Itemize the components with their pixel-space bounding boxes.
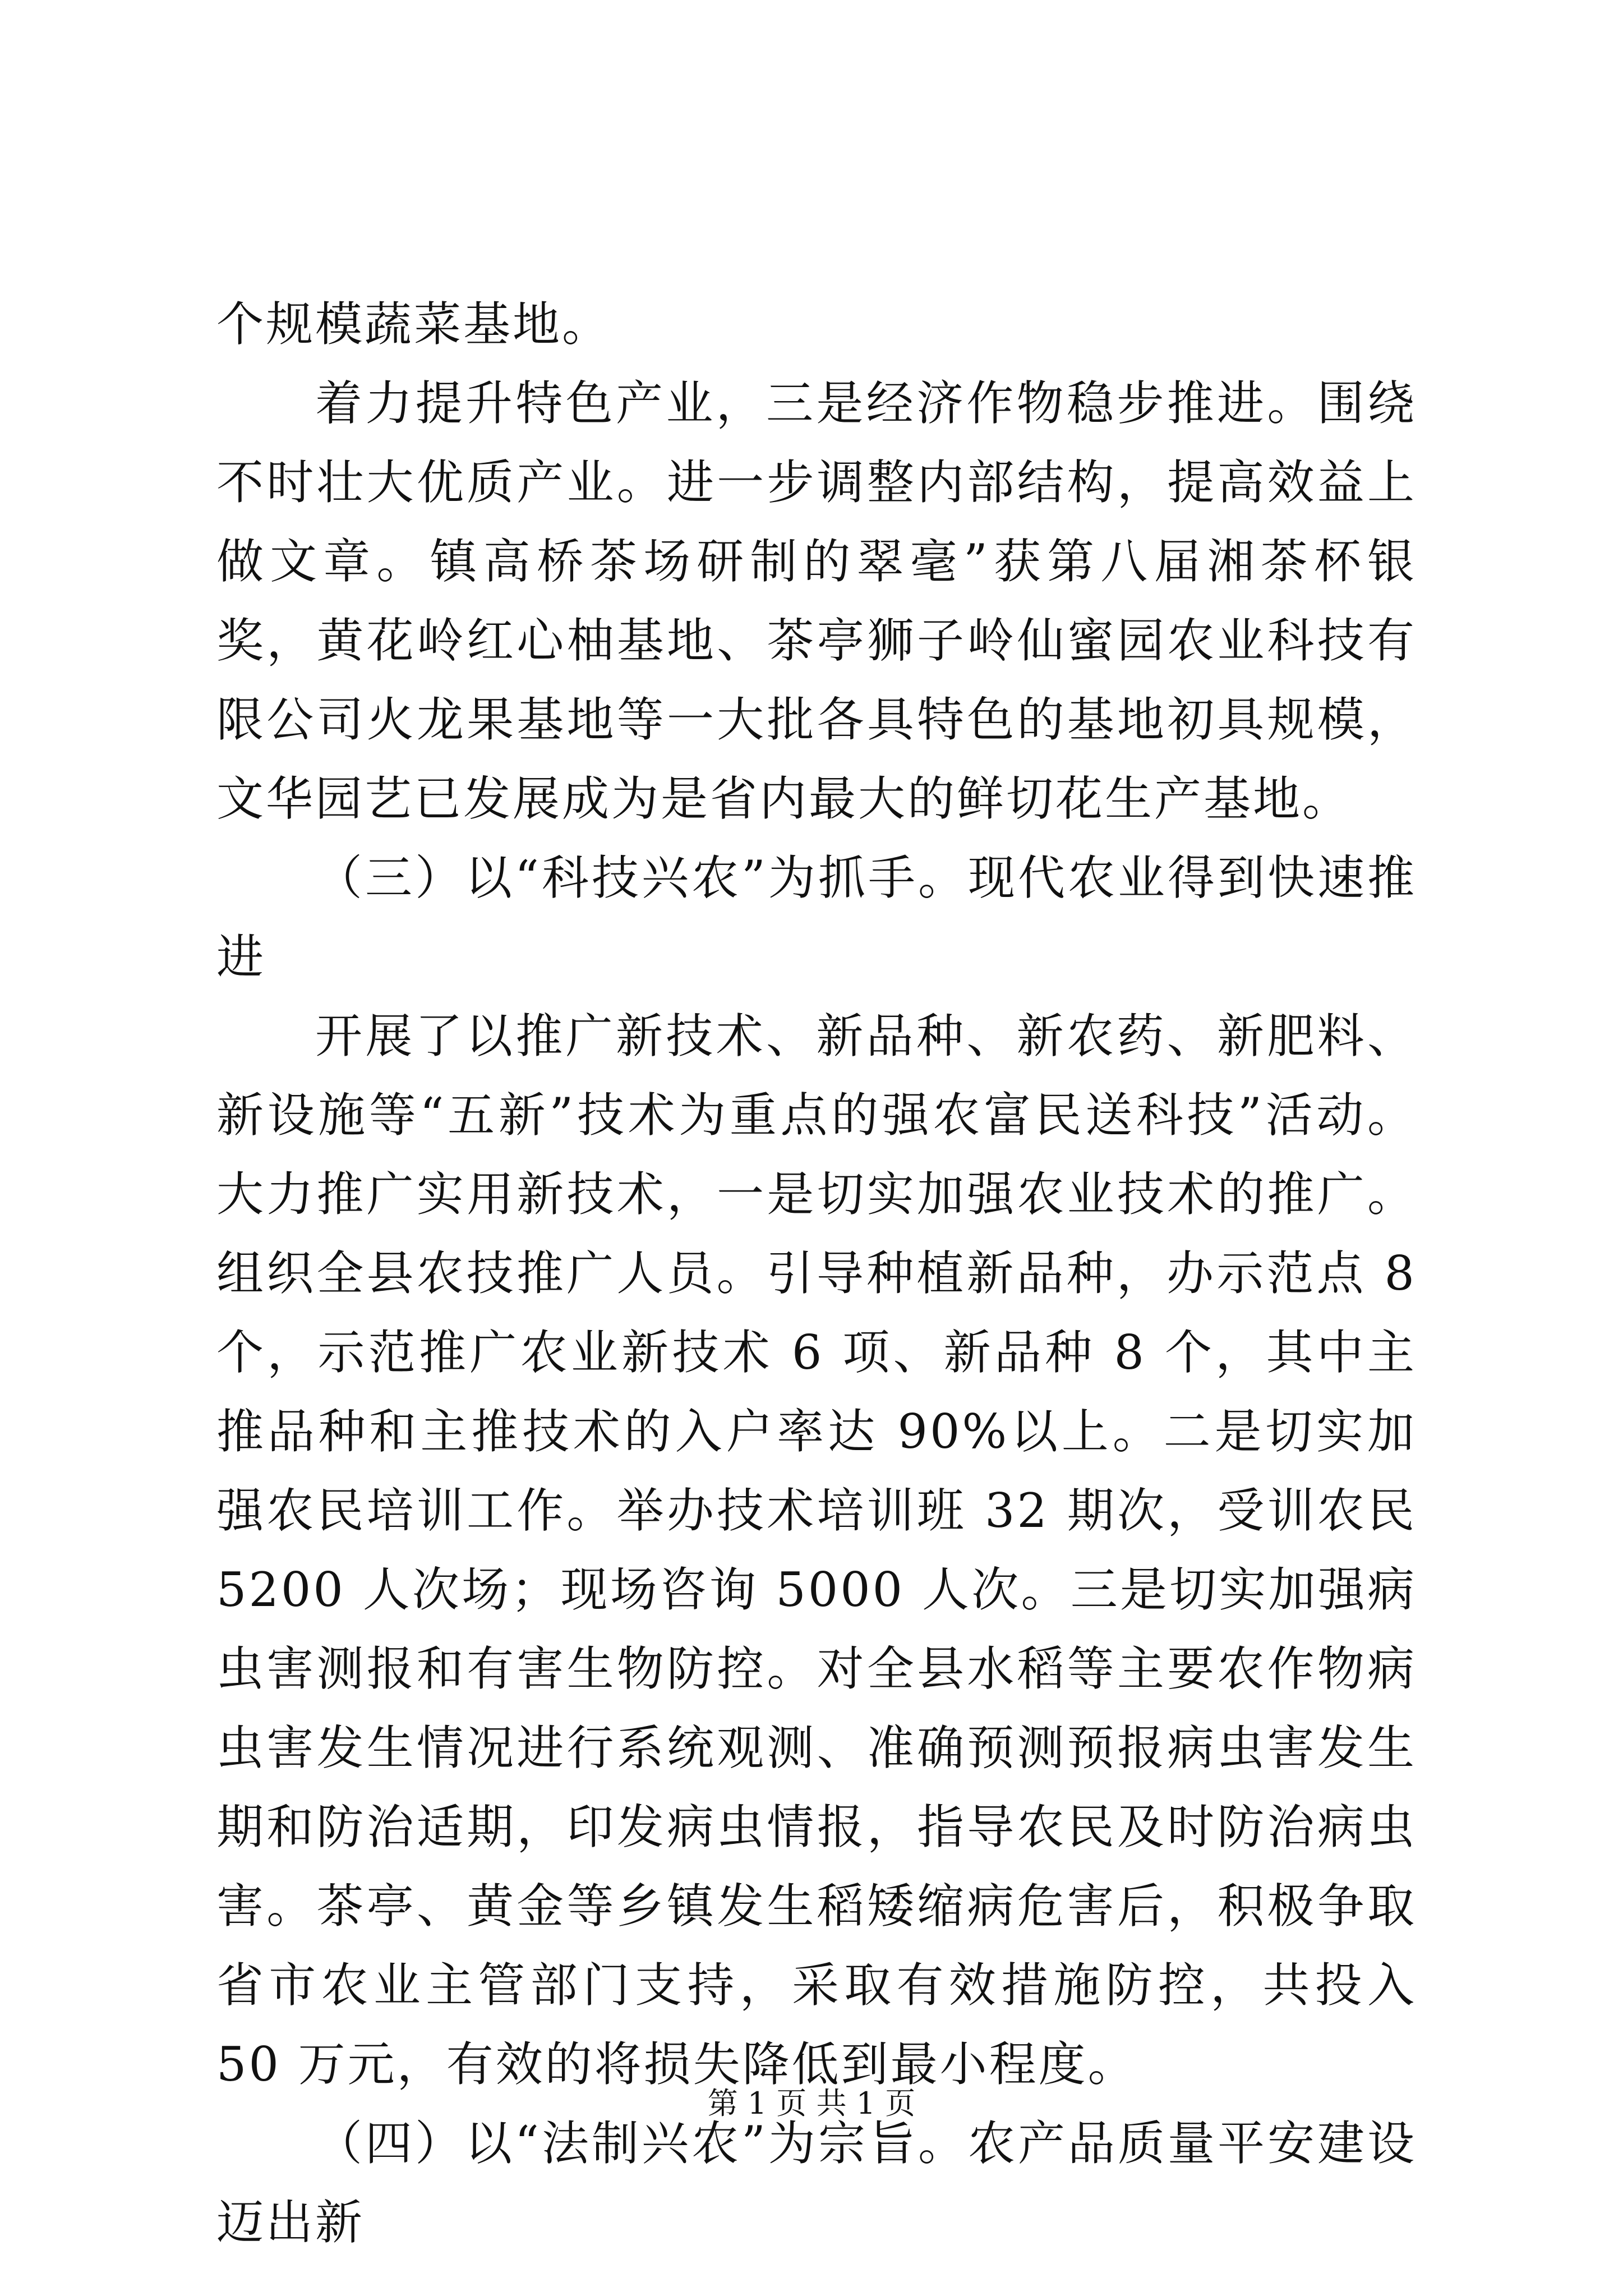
paragraph-continuation: 个规模蔬菜基地。 (216, 297, 612, 352)
document-body (216, 285, 1417, 2262)
paragraph-technology-promotion: 开展了以推广新技术、新品种、新农药、新肥料、新设施等“五新”技术为重点的强农富民送科技”活动。大力推广实用新技术，一是切实加强农业技术的推广。组织全县农技推广人员。引导种植新品种，办示范点 8 个，示范推广农业新技术 6 项、新品种 8 个，其中主推品种和主推技术的入户率达 90%以上。二是切实加强农民培训工作。举办技术培训班 32 期次，受训农民 5200 人次场；现场咨询 5000 人次。三是切实加强病虫害测报和有害生物防控。对全县水稻等主要农作物病虫害发生情况进行系统观测、准确预测预报病虫害发生期和防治适期，印发病虫情报，指导农民及时防治病虫害。茶亭、黄金等乡镇发生稻矮缩病危害后，积极争取省市农业主管部门支持，采取有效措施防控，共投入 50 万元，有效的将损失降低到最小程度。 (216, 1009, 1417, 2092)
page-footer: 第 1 页 共 1 页 (707, 2086, 916, 2121)
paragraph-specialty-industry: 着力提升特色产业，三是经济作物稳步推进。围绕不时壮大优质产业。进一步调整内部结构，提高效益上做文章。镇高桥茶场研制的翠毫”获第八届湘茶杯银奖，黄花岭红心柚基地、茶亭狮子岭仙蜜园农业科技有限公司火龙果基地等一大批各具特色的基地初具规模，文华园艺已发展成为是省内最大的鲜切花生产基地。 (216, 376, 1417, 826)
section-heading-4: （四）以“法制兴农”为宗旨。农产品质量平安建设迈出新 (216, 2116, 1417, 2250)
section-heading-3: （三）以“科技兴农”为抓手。现代农业得到快速推进 (216, 850, 1417, 984)
